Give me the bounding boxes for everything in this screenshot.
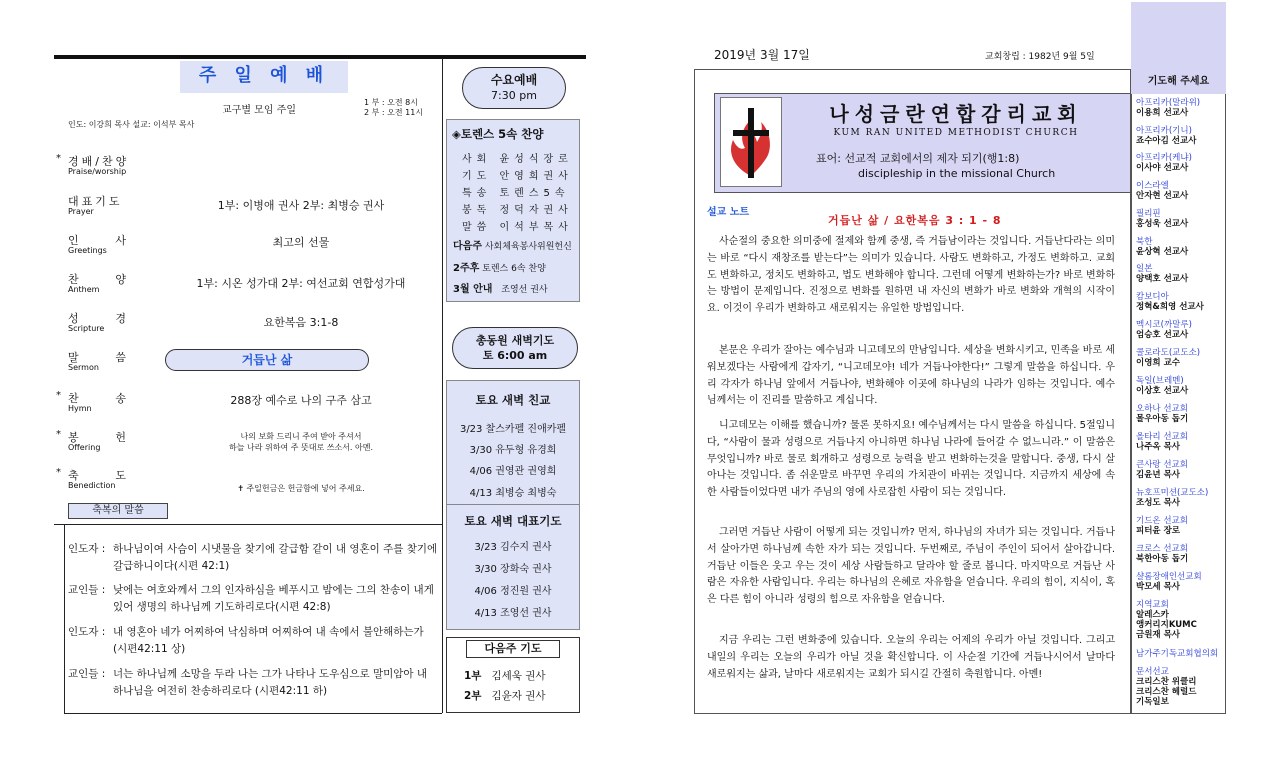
motto-english: discipleship in the missional Church: [858, 167, 1056, 180]
prayer-item: [1136, 126, 1196, 146]
section-divider: [54, 524, 442, 525]
prayer-item: [1136, 667, 1196, 707]
blessing-label: 축복의 말씀: [68, 503, 168, 519]
prayer-name: 홍성욱 선교사: [1136, 219, 1189, 229]
service-label: 2부: [464, 690, 482, 702]
order-label-en: Praise/worship: [68, 167, 127, 176]
next-text: 조영선 권사: [501, 285, 548, 295]
prayer-item: [1136, 320, 1192, 340]
responsive-label: 인도자 :: [68, 543, 106, 555]
prayer-item: [1136, 376, 1188, 396]
column-divider: [442, 58, 443, 713]
sermon-paragraph: 본문은 우리가 잘아는 예수님과 니고데모의 만남입니다. 세상을 변화시키고, 민족을 바로 세워보겠다는 사람에게 갑자기, “니고데모야! 네가 거듭나야한다!” 그렇게 말씀을 하십니다. 우리 각자가 하나님 앞에서 거듭나야, 변화해야 이곳에 하나님의 나라가 임하는 것입니다. 예수님께서는 이 진리를 말씀하고 계십니다.: [707, 345, 1115, 407]
list-item: 3/30 장화숙 권사: [474, 564, 552, 575]
prayer-item: [1136, 460, 1188, 480]
prayer-name: 알레스카: [1136, 610, 1169, 620]
sermon-paragraph: 사순절의 중요한 의미중에 절제와 함께 중생, 즉 거듭남이라는 것입니다. 거듭난다라는 의미는 바로 “다시 재창조를 받는다”는 의미가 있습니다. 사람도 변화하고, 가정도 변화하고. 교회도 변화하고, 정치도 변화하고, 법도 변화해야 합니다. 그런데 어떻게 변화하는가? 바로 변화하는 방법이 문제입니다. 진정으로 변화를 원하면 내 자신의 변화가 바로 변화와 개혁의 시작이요. 이것이 우리가 변화하고 새로워지는 유일한 방법입니다.: [707, 236, 1115, 315]
church-motto: [816, 151, 1055, 181]
prayer-region: 문서선교: [1136, 667, 1169, 677]
church-name-english: KUM RAN UNITED METHODIST CHURCH: [833, 128, 1079, 138]
order-label-en: Hymn: [68, 404, 92, 413]
order-label-en: Sermon: [68, 363, 99, 372]
prayer-name: 크리스찬 위클리: [1136, 677, 1197, 687]
next-text: 사회체육봉사위원헌신: [484, 242, 572, 252]
sermon-heading: 거듭난 삶 / 요한복음 3 : 1 - 8: [828, 214, 1002, 227]
responsive-text: 내 영혼아 네가 어찌하여 낙심하며 어찌하여 내 속에서 불안해하는가 (시편42:11 상): [113, 626, 424, 655]
sermon-paragraph: 지금 우리는 그런 변화중에 있습니다. 오늘의 우리는 어제의 우리가 아닐 것입니다. 그리고 내일의 우리는 오늘의 우리가 아닐 것을 확신합니다. 이 사순절 기간에 거듭나시어서 날마다 새로워지는 삶과, 날마다 새로워지는 교회가 되시길 간절히 축원합니다. 아멘!: [707, 635, 1115, 680]
next-prayer-row: [464, 668, 546, 683]
prayer-name: 피터윤 장로: [1136, 526, 1181, 536]
next-item: [453, 281, 578, 299]
service-leaders: 인도: 이강희 목사 설교: 이석부 목사: [68, 120, 195, 129]
wed-time: 7:30 pm: [491, 89, 537, 102]
page-title: 주 일 예 배: [198, 65, 330, 86]
prayer-name: 양택호 선교사: [1136, 274, 1189, 284]
order-content: 요한복음 3:1-8: [263, 316, 339, 329]
list-item: 봉독 정덕자권사: [462, 205, 573, 216]
order-label-text: 말 씀: [68, 351, 126, 364]
prayer-item: [1136, 572, 1202, 592]
order-label-en: Prayer: [68, 207, 94, 216]
prayer-region: 북한: [1136, 237, 1153, 247]
list-item: 3/30 유두형 유경희: [469, 445, 557, 456]
box-divider: [446, 504, 580, 505]
list-item: 말씀 이석부목사: [462, 222, 573, 233]
next-prayer-row: [464, 688, 546, 703]
service-time: 2 부 : 오전 11시: [364, 108, 424, 117]
responsive-text: 낮에는 여호와께서 그의 인자하심을 베푸시고 밤에는 그의 찬송이 내게 있어 생명의 하나님께 기도하리로다(시편 42:8): [113, 584, 434, 613]
next-label: 다음주: [453, 241, 482, 252]
church-name: 나성금란연합감리교회: [829, 102, 1083, 126]
prayer-region: 올타리 선교회: [1136, 432, 1188, 442]
order-label-text: 찬 양: [68, 273, 126, 286]
choir-title: ◈토렌스 5속 찬양: [452, 127, 544, 141]
next-item: [453, 238, 578, 256]
list-item: 4/06 정진원 권사: [474, 586, 552, 597]
prayer-region: 지역교회: [1136, 600, 1169, 610]
prayer-header: 기도해 주세요: [1131, 70, 1226, 94]
prayer-item: [1136, 181, 1188, 201]
wednesday-service-badge: [462, 67, 566, 109]
order-label: 경배/찬양: [68, 155, 130, 168]
list-item: 3/23 김수지 권사: [474, 542, 552, 553]
prayer-item: [1136, 600, 1197, 640]
responsive-label: 교인들 :: [68, 668, 106, 680]
order-label-text: 축 도: [68, 469, 126, 482]
order-content: ✝ 주일헌금은 헌금함에 넣어 주세요.: [237, 484, 365, 493]
order-content: 나의 보화 드리니 주여 받아 주셔서 하늘 나라 위하여 주 뜻대로 쓰소서. 아멘.: [229, 432, 373, 452]
service-time: 1 부 : 오전 8시: [364, 98, 418, 107]
prayer-name: 이사야 선교사: [1136, 163, 1189, 173]
order-content: 최고의 선물: [272, 236, 330, 249]
service-times: [364, 98, 423, 118]
list-item: 특송 토렌스5속: [462, 188, 570, 199]
order-label-en: Benediction: [68, 481, 116, 490]
prayer-region: 오하나 선교회: [1136, 404, 1188, 414]
prayer-region: 아프리카(말라위): [1136, 98, 1201, 108]
order-label-text: 성 경: [68, 312, 126, 325]
saturday-prayer-title: 토요 새벽 대표기도: [464, 514, 562, 528]
prayer-region: 샬롬장애인선교회: [1136, 572, 1202, 582]
prayer-region: 뉴호프미션(교도소): [1136, 488, 1209, 498]
prayer-item: [1136, 649, 1218, 659]
prayer-item: [1136, 153, 1192, 173]
prayer-region: 남가주기독교회협의회: [1136, 649, 1219, 659]
order-content: 1부: 이병애 권사 2부: 최병승 권사: [217, 199, 385, 212]
prayer-name: 이용희 선교사: [1136, 108, 1189, 118]
prayer-name: 나주옥 목사: [1136, 442, 1181, 452]
sermon-note-label: 설교 노트: [707, 207, 750, 218]
prayer-item: [1136, 516, 1188, 536]
prayer-item: [1136, 488, 1208, 508]
cross-flame-logo: [720, 97, 782, 187]
motto-korean: 표어: 선교적 교회에서의 제자 되기(행1:8): [816, 152, 1020, 165]
responsive-text: 너는 하나님께 소망을 두라 나는 그가 나타나 도우심으로 말미암아 내 하나님을 여전히 찬송하리로다 (시편42:11 하): [113, 668, 428, 697]
dawn-title: 총동원 새벽기도: [475, 334, 555, 347]
prayer-region: 독일(브레멘): [1136, 376, 1184, 386]
order-label-text: 찬 송: [68, 392, 126, 405]
prayer-name: 김윤년 목사: [1136, 470, 1181, 480]
next-prayer-title: 다음주 기도: [466, 640, 560, 658]
prayer-region: 이스라엘: [1136, 181, 1169, 191]
responsive-label: 인도자 :: [68, 626, 106, 638]
next-item: [453, 260, 578, 278]
order-label-en: Anthem: [68, 285, 100, 294]
prayer-item: [1136, 237, 1188, 257]
founded-date: 교회창립 : 1982년 9월 5일: [985, 52, 1095, 62]
list-item: 기도 안영희권사: [462, 171, 573, 182]
service-subtitle: 교구별 모임 주일: [222, 105, 296, 116]
order-content: 288장 예수로 나의 구주 삼고: [230, 394, 372, 407]
prayer-item: [1136, 264, 1188, 284]
standing-mark: *: [56, 467, 61, 478]
wed-title: 수요예배: [490, 73, 538, 87]
prayer-item: [1136, 348, 1200, 368]
order-label-text: 인 사: [68, 234, 126, 247]
prayer-item: [1136, 292, 1204, 312]
prayer-person: 김윤자 권사: [491, 690, 546, 702]
prayer-name: 몰우아동 돕기: [1136, 414, 1189, 424]
prayer-name: 앵커리지KUMC: [1136, 620, 1197, 630]
prayer-region: 캄보디아: [1136, 292, 1169, 302]
prayer-name: 기독일보: [1136, 697, 1169, 707]
sidebar-top-block: [1131, 2, 1226, 70]
sermon-title: 거듭난 삶: [165, 349, 369, 371]
dawn-time: 토 6:00 am: [482, 349, 548, 362]
responsive-label: 교인들 :: [68, 584, 106, 596]
prayer-item: [1136, 432, 1188, 452]
prayer-name: 이상호 선교사: [1136, 386, 1189, 396]
prayer-item: [1136, 98, 1200, 118]
prayer-region: 일본: [1136, 264, 1153, 274]
next-text: 토렌스 6속 찬양: [482, 264, 546, 274]
order-label-en: Offering: [68, 443, 101, 452]
list-item: 4/06 권영관 권영희: [469, 466, 557, 477]
left-border: [64, 524, 65, 714]
saturday-fellowship-title: 토요 새벽 친교: [475, 393, 551, 407]
prayer-name: 안자현 선교사: [1136, 191, 1189, 201]
prayer-name: 조성도 목사: [1136, 498, 1181, 508]
prayer-region: 멕시코(까말루): [1136, 320, 1192, 330]
standing-mark: *: [56, 153, 61, 164]
list-item: 4/13 최병승 최병숙: [469, 488, 557, 499]
cross-flame-icon: [721, 98, 781, 186]
sermon-paragraph: 그러면 거듭난 사람이 어떻게 되는 것입니까? 먼저, 하나님의 자녀가 되는 것입니다. 거듭나서 살아가면 하나님께 속한 자가 되는 것입니다. 두번째로, 주님이 주인이 되어서 살아갑니다. 거듭난 이들은 웃고 우는 것이 세상 사람들하고 달라야 할 줄로 봅니다. 마지막으로 거듭난 사람은 자유한 사람입니다. 우리는 하나님의 은혜로 자유함을 얻습니다. 우리의 힘이, 지식이, 혹은 다른 힘이 아니라 성령의 힘으로 자유함을 얻습니다.: [707, 527, 1115, 606]
prayer-name: 이영희 교수: [1136, 358, 1181, 368]
standing-mark: *: [56, 390, 61, 401]
prayer-name: 죠수아김 선교사: [1136, 136, 1197, 146]
prayer-item: [1136, 209, 1188, 229]
next-label: 2주후: [453, 263, 480, 274]
standing-mark: *: [56, 429, 61, 440]
order-label-text: 봉 헌: [68, 431, 126, 444]
responsive-text: 하나님이여 사슴이 시냇물을 찾기에 갈급함 같이 내 영혼이 주를 찾기에 갈급하니이다(시편 42:1): [113, 543, 438, 572]
bulletin-date: 2019년 3월 17일: [714, 48, 810, 62]
prayer-item: [1136, 404, 1188, 424]
list-item: 4/13 조영선 권사: [474, 608, 552, 619]
prayer-name: 엄승호 선교사: [1136, 330, 1189, 340]
prayer-name: 박모세 목사: [1136, 582, 1181, 592]
prayer-region: 아프리카(케냐): [1136, 153, 1192, 163]
prayer-region: 필리핀: [1136, 209, 1161, 219]
order-label: 대표기도: [68, 195, 123, 208]
prayer-name: 북한아동 돕기: [1136, 554, 1189, 564]
prayer-region: 큰사랑 선교회: [1136, 460, 1188, 470]
order-label-en: Scripture: [68, 324, 105, 333]
prayer-name: 크리스찬 헤럴드: [1136, 687, 1197, 697]
prayer-person: 김세욱 권사: [491, 670, 546, 682]
top-rule: [54, 55, 586, 59]
prayer-name: 금원재 목사: [1136, 630, 1181, 640]
prayer-item: [1136, 544, 1188, 564]
prayer-region: 크로스 선교회: [1136, 544, 1188, 554]
prayer-region: 콜로라도(교도소): [1136, 348, 1201, 358]
list-item: 사회 윤성식장로: [462, 154, 573, 165]
bottom-rule: [64, 713, 442, 714]
dawn-prayer-badge: [452, 327, 578, 369]
choir-list: [462, 151, 574, 236]
order-content: 1부: 시온 성가대 2부: 여선교회 연합성가대: [196, 277, 406, 290]
prayer-region: 기드온 선교회: [1136, 516, 1188, 526]
service-label: 1부: [464, 670, 482, 682]
list-item: 3/23 찰스카펠 진애카펠: [459, 424, 567, 435]
prayer-name: 정혁&희영 선교사: [1136, 302, 1204, 312]
sermon-paragraph: 니고데모는 이해를 했습니까? 물론 못하지요! 예수님께서는 다시 말씀을 하십니다. 5절입니다, “사람이 물과 성령으로 거듭나지 아니하면 하나님 나라에 들어갈 수 없느니라.” 이 말씀은 무엇입니까? 바로 물로 회개하고 성령으로 능력을 받고 변화하는것을 말합니다. 중생, 다시 살아나는 것입니다. 좀 쉬운말로 바꾸면 우리의 가치관이 바뀌는 것입니다. 지금까지 세상에 속한 사람들이었다면 내가 주님의 영에 사로잡힌 사람이 되는 것입니다.: [707, 420, 1115, 499]
order-label-en: Greetings: [68, 246, 107, 255]
prayer-region: 아프리카(기니): [1136, 126, 1192, 136]
prayer-name: 윤상혁 선교사: [1136, 247, 1189, 257]
next-label: 3월 안내: [453, 284, 493, 295]
